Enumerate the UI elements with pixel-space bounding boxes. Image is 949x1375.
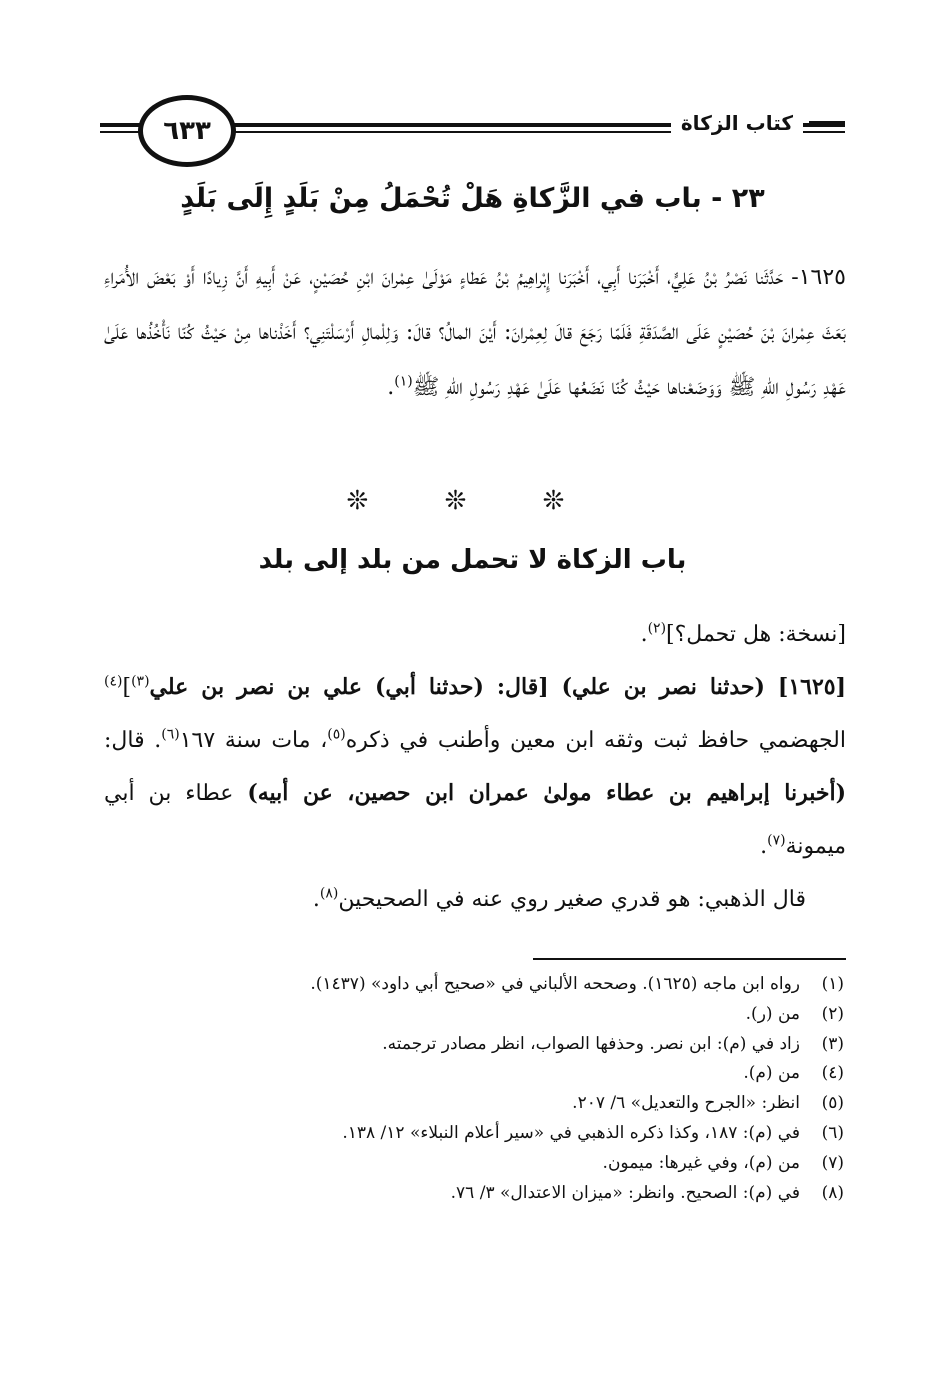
footnote [104, 970, 846, 1000]
footnote-ref: (٣) [131, 673, 150, 690]
footnote-text: من (ر). [745, 1003, 800, 1024]
hadith-number: ١٦٢٥- [791, 265, 846, 290]
footnote-ref: (٥) [327, 726, 346, 743]
footnote [104, 1149, 846, 1179]
hadith-text [104, 250, 846, 415]
footnote-number: (٥) [821, 1093, 844, 1114]
commentary-body: . قال: [104, 728, 162, 753]
footnote-number: (٢) [821, 1003, 844, 1024]
nuskha-line [104, 608, 846, 661]
commentary-body: ، مات سنة ١٦٧ [179, 728, 328, 753]
commentary-body: . [760, 834, 768, 859]
nuskha-text: [نسخة: هل تحمل؟] [666, 622, 846, 647]
footnote-number: (١) [821, 974, 844, 994]
chapter-title: ٢٣ - باب في الزَّكاةِ هَلْ تُحْمَلُ مِنْ بَلَدٍ إِلَى بَلَدٍ [180, 183, 765, 214]
footnote-ref: (٤) [104, 673, 123, 690]
section-separator: ❊ ❊ ❊ [346, 486, 599, 516]
footnote-text: في (م): ١٨٧، وكذا ذكره الذهبي في «سير أعلام النبلاء» ١٢/ ١٣٨. [342, 1122, 800, 1143]
commentary-paragraph [104, 661, 846, 873]
commentary-body: الجهضمي حافظ ثبت وثقه ابن معين وأطنب في ذكره [345, 728, 846, 753]
footnote [104, 1179, 846, 1209]
commentary-lemma: [١٦٢٥] (حدثنا نصر بن علي) [قال: (حدثنا أبي) علي بن نصر بن علي [149, 674, 846, 700]
footnote-text: رواه ابن ماجه (١٦٢٥). وصححه الألباني في «صحيح أبي داود» (١٤٣٧). [310, 974, 800, 994]
footnote [104, 1059, 846, 1089]
footnote [104, 1119, 846, 1149]
commentary-body: . [312, 887, 320, 912]
footnote [104, 1030, 846, 1060]
footnote-number: (٧) [821, 1152, 844, 1173]
footnote-separator [533, 958, 846, 960]
commentary-body: قال الذهبي: هو قدري صغير روي عنه في الصحيحين [338, 887, 806, 912]
footnote-text: انظر: «الجرح والتعديل» ٦/ ٢٠٧. [572, 1093, 800, 1114]
running-header [100, 95, 845, 165]
footnote-ref: (٢) [647, 620, 667, 637]
page-number: ٦٣٣ [138, 95, 236, 167]
footnote [104, 1089, 846, 1119]
nuskha-end: . [640, 622, 648, 647]
footnote-number: (٣) [821, 1033, 844, 1054]
footnote-ref: (٧) [767, 832, 786, 849]
bracket: ] [122, 675, 132, 700]
footnote-number: (٨) [821, 1182, 844, 1203]
hadith-end: . [387, 375, 395, 400]
footnote-text: من (م). [743, 1063, 800, 1084]
footnote-ref: (١) [394, 373, 413, 390]
book-title: كتاب الزكاة [671, 109, 803, 137]
header-dash [809, 117, 845, 122]
commentary-lemma: (أخبرنا إبراهيم بن عطاء مولىٰ عمران ابن حصين، عن أبيه) [247, 780, 846, 806]
footnote-ref: (٦) [161, 726, 180, 743]
footnote-text: في (م): الصحيح. وانظر: «ميزان الاعتدال» ٣/ ٧٦. [450, 1182, 800, 1203]
footnote-number: (٦) [821, 1122, 844, 1143]
commentary-paragraph [104, 873, 846, 926]
footnote-text: من (م)، وفي غيرها: ميمون. [602, 1152, 800, 1173]
footnote-ref: (٨) [319, 885, 339, 902]
commentary-text [104, 608, 846, 926]
commentary-title: باب الزكاة لا تحمل من بلد إلى بلد [258, 545, 687, 575]
footnote-number: (٤) [821, 1063, 844, 1084]
commentary-body: عطاء بن أبي ميمونة [104, 781, 846, 859]
footnotes [104, 970, 846, 1208]
footnote-text: زاد في (م): ابن نصر. وحذفها الصواب، انظر مصادر ترجمته. [382, 1033, 800, 1054]
footnote [104, 1000, 846, 1030]
hadith-body: حَدَّثَنا نَصْرُ بْنُ عَلِيٍّ، أَخْبَرَنا أَبِي، أَخْبَرَنا إِبْراهِيمُ بْنُ عَطاءٍ مَوْلَىٰ عِمْرانَ ابْنِ حُصَيْنٍ، عَنْ أَبِيهِ أَنَّ زِيادًا أَوْ بَعْضَ الأُمَراءِ بَعَثَ عِمْرانَ بْنَ حُصَيْنٍ عَلَى الصَّدَقَةِ فَلَمّا رَجَعَ قالَ لِعِمْرانَ: أَيْنَ المالُ؟ قالَ: وَلِلْمالِ أَرْسَلْتَنِي؟ أَخَذْناها مِنْ حَيْثُ كُنّا نَأْخُذُها عَلَىٰ عَهْدِ رَسُولِ اللهِ ﷺ وَوَضَعْناها حَيْثُ كُنّا نَضَعُها عَلَىٰ عَهْدِ رَسُولِ اللهِ ﷺ [104, 265, 846, 400]
